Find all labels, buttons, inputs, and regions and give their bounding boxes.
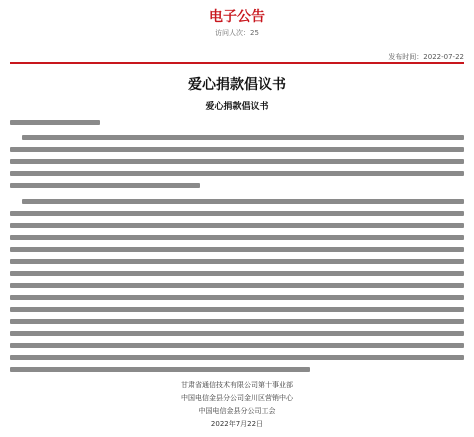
- publish-date: 发布时间：2022-07-22: [388, 53, 464, 61]
- body-line: [10, 271, 464, 276]
- body-line: [10, 343, 464, 348]
- body-line: [22, 135, 464, 140]
- header-divider: [10, 62, 464, 64]
- document-subtitle: 爱心捐款倡议书: [205, 102, 269, 112]
- body-line: [10, 319, 464, 324]
- body-line: [10, 307, 464, 312]
- body-line: [10, 235, 464, 240]
- body-line: [10, 367, 310, 372]
- body-line: [10, 355, 464, 360]
- body-line: [10, 223, 464, 228]
- body-line: [22, 199, 464, 204]
- announcement-header-title: 电子公告: [209, 9, 265, 25]
- signature-org-3: 中国电信金县分公司工会: [198, 407, 276, 415]
- body-line: [10, 283, 464, 288]
- body-line: [10, 295, 464, 300]
- body-line: [10, 247, 464, 252]
- body-line: [10, 120, 100, 125]
- body-line: [10, 331, 464, 336]
- body-line: [10, 159, 464, 164]
- visit-count: 访问人次：25: [215, 29, 259, 37]
- body-line: [10, 183, 200, 188]
- body-line: [10, 211, 464, 216]
- signature-date: 2022年7月22日: [210, 420, 264, 428]
- signature-org-1: 甘肃省通信技术有限公司第十事业部: [181, 381, 293, 389]
- body-line: [10, 147, 464, 152]
- body-line: [10, 171, 464, 176]
- document-title: 爱心捐款倡议书: [188, 77, 286, 93]
- body-line: [10, 259, 464, 264]
- signature-org-2: 中国电信金县分公司金川区营销中心: [181, 394, 293, 402]
